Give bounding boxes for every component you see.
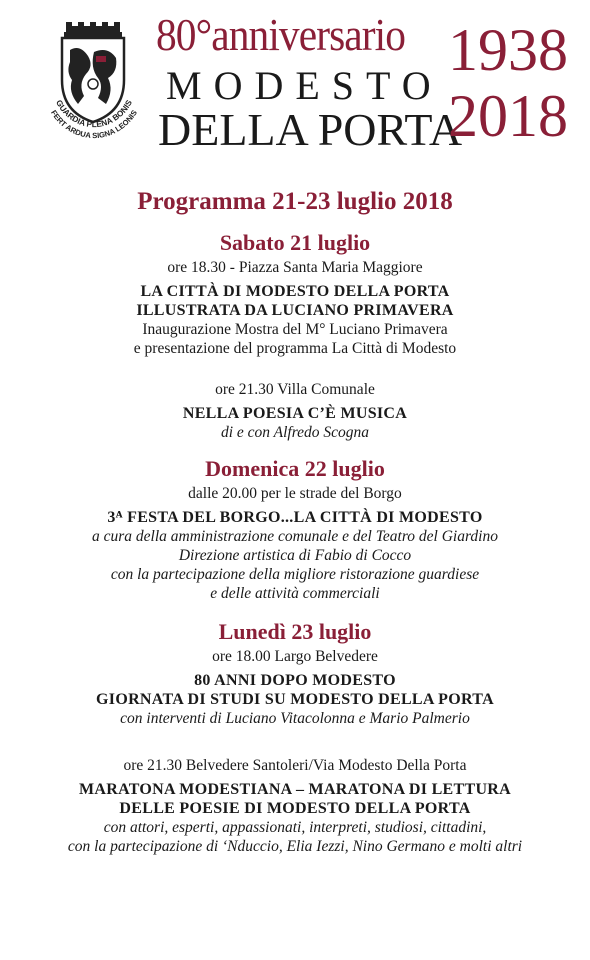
- event-time: ore 18.30 - Piazza Santa Maria Maggiore: [167, 259, 423, 276]
- day-heading-sunday: Domenica 22 luglio: [205, 456, 385, 481]
- event-description: e presentazione del programma La Città di Modesto: [133, 340, 457, 357]
- header: [0, 0, 590, 175]
- event-description: Direzione artistica di Fabio di Cocco: [178, 547, 412, 564]
- event-description: Inaugurazione Mostra del M° Luciano Primavera: [142, 321, 448, 338]
- event-description: con la partecipazione di ‘Nduccio, Elia Iezzi, Nino Germano e molti altri: [67, 838, 523, 855]
- svg-text:GUARDIA PLENA BONIS: GUARDIA PLENA BONIS: [54, 98, 134, 130]
- day-heading-monday: Lunedì 23 luglio: [218, 619, 372, 644]
- anniversary-title: 80°anniversario: [156, 9, 406, 60]
- event-time: dalle 20.00 per le strade del Borgo: [188, 485, 402, 502]
- svg-text:FERT ARDUA SIGNA LEONIS: FERT ARDUA SIGNA LEONIS: [49, 108, 139, 141]
- event-title: 3ᴬ FESTA DEL BORGO...LA CITTÀ DI MODESTO: [107, 509, 483, 526]
- name-line-2: DELLA PORTA: [158, 104, 463, 155]
- crest-emblem-icon: [38, 22, 148, 152]
- event-title: LA CITTÀ DI MODESTO DELLA PORTA: [140, 283, 450, 300]
- event-title: GIORNATA DI STUDI SU MODESTO DELLA PORTA: [96, 691, 494, 708]
- event-description: e delle attività commerciali: [210, 585, 380, 602]
- event-title: 80 ANNI DOPO MODESTO: [194, 672, 396, 689]
- program-heading: Programma 21-23 luglio 2018: [137, 188, 453, 215]
- event-description: con interventi di Luciano Vitacolonna e Mario Palmerio: [120, 710, 470, 727]
- event-time: ore 21.30 Belvedere Santoleri/Via Modesto Della Porta: [123, 757, 467, 774]
- event-description: con la partecipazione della migliore ristorazione guardiese: [110, 566, 480, 583]
- event-title: NELLA POESIA C’È MUSICA: [182, 405, 408, 422]
- program-content: [0, 188, 590, 856]
- event-description: con attori, esperti, appassionati, interpreti, studiosi, cittadini,: [103, 819, 487, 836]
- name-line-1: MODESTO: [166, 63, 443, 108]
- event-title: MARATONA MODESTIANA – MARATONA DI LETTURA: [78, 781, 512, 798]
- event-description: a cura della amministrazione comunale e del Teatro del Giardino: [92, 528, 498, 545]
- year-start: 1938: [448, 17, 568, 83]
- event-time: ore 21.30 Villa Comunale: [215, 381, 375, 398]
- event-description: di e con Alfredo Scogna: [220, 424, 370, 441]
- year-end: 2018: [448, 83, 568, 149]
- event-title: DELLE POESIE DI MODESTO DELLA PORTA: [119, 800, 471, 817]
- day-heading-saturday: Sabato 21 luglio: [219, 230, 371, 255]
- event-title: ILLUSTRATA DA LUCIANO PRIMAVERA: [136, 302, 454, 319]
- event-time: ore 18.00 Largo Belvedere: [212, 648, 378, 665]
